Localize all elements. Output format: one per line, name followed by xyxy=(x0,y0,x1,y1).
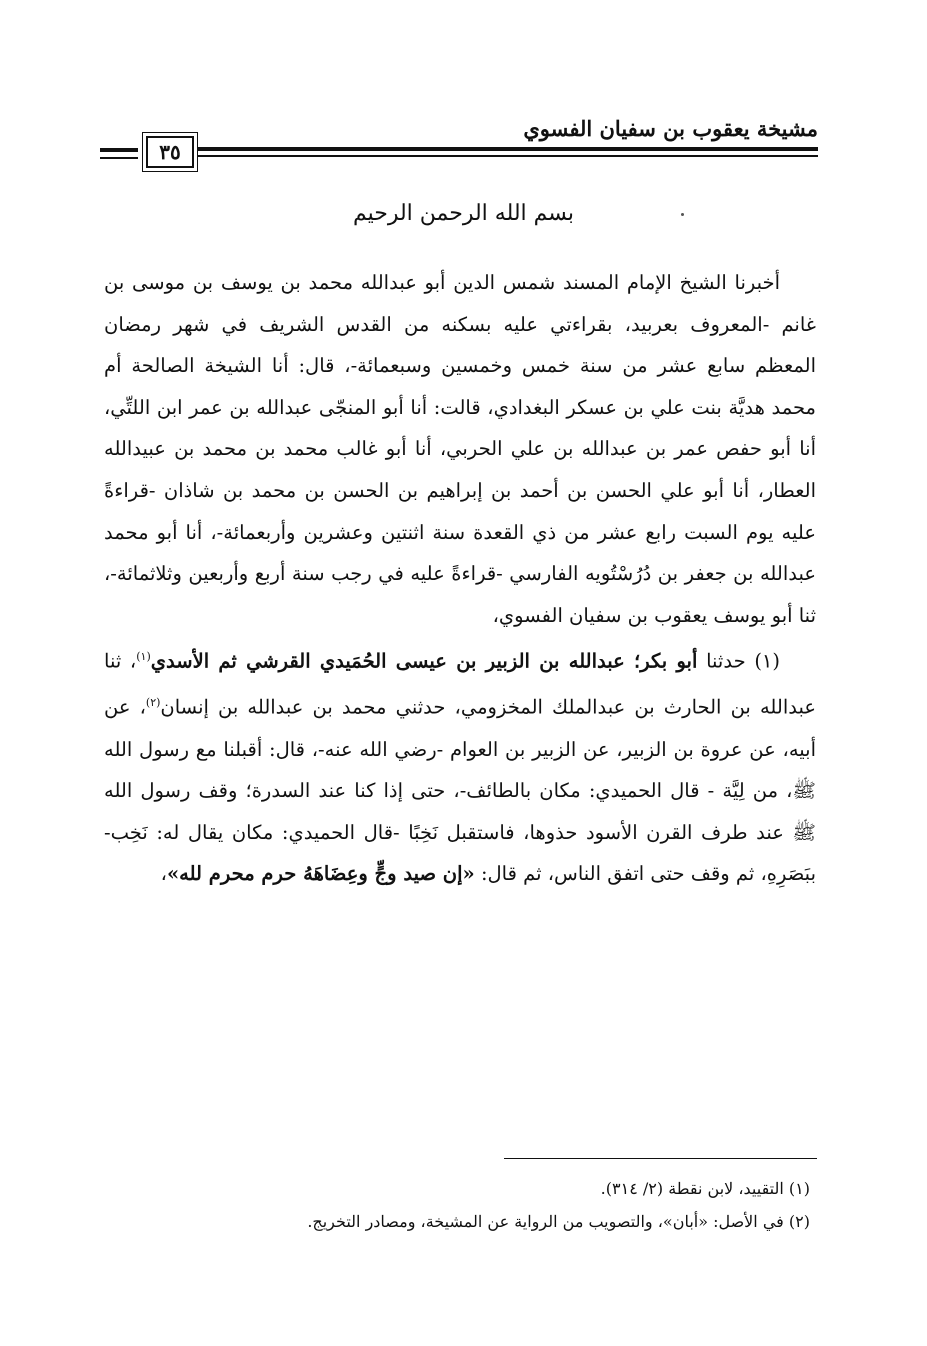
page-header xyxy=(100,112,818,164)
left-ornament-rule-thin xyxy=(100,157,138,159)
book-title: مشيخة يعقوب بن سفيان الفسوي xyxy=(523,116,818,141)
footnote-2: (٢) في الأصل: «أبان»، والتصويب من الرواية عن المشيخة، ومصادر التخريج. xyxy=(307,1212,810,1231)
hadith-number: (١) xyxy=(754,649,781,673)
header-rule-thin xyxy=(198,155,818,157)
footnote-ref-1: (١) xyxy=(136,650,151,664)
main-text xyxy=(104,262,816,895)
header-rule xyxy=(198,147,818,151)
hadith-narrator: أبو بكر؛ عبدالله بن الزبير بن عيسى الحُمَيدي القرشي ثم الأسدي xyxy=(150,649,698,673)
hadith-opening: حدثنا xyxy=(706,649,746,673)
bismillah-heading: بسم الله الرحمن الرحيم xyxy=(352,201,575,226)
left-ornament-rule xyxy=(100,148,138,152)
hadith-paragraph: (١) حدثنا أبو بكر؛ عبدالله بن الزبير بن عيسى الحُمَيدي القرشي ثم الأسدي$^{(١)}$، ثنا عبدالله بن الحارث بن عبدالملك المخزومي، حدثني محمد بن عبدالله بن إنسان$^{(٢)}$، عن أبيه، عن عروة بن الزبير، عن الزبير بن العوام -رضي الله عنه-، قال: أقبلنا مع رسول الله ﷺ، من لِيَّة - قال الحميدي: مكان بالطائف-، حتى إذا كنا عند السدرة؛ وقف رسول الله ﷺ عند طرف القرن الأسود حذوها، فاستقبل نَخِبًا -قال الحميدي: مكان يقال له: نَخِب- ببَصَرِهِ، ثم وقف حتى اتفق الناس، ثم قال: «إن صيد وجٍّ وعِضَاهَهُ حرم محرم لله»، xyxy=(104,649,816,886)
hadith-quote: «إن صيد وجٍّ وعِضَاهَهُ حرم محرم لله» xyxy=(166,862,475,886)
intro-paragraph: أخبرنا الشيخ الإمام المسند شمس الدين أبو عبدالله محمد بن يوسف بن موسى بن غانم -المعروف بعربيد، بقراءتي عليه بسكنه من القدس الشريف في شهر رمضان المعظم سابع عشر من سنة خمس وخمسين وسبعمائة-، قال: أنا الشيخة الصالحة أم محمد هديَّة بنت علي بن عسكر البغدادي، قالت: أنا أبو المنجّى عبدالله بن عمر ابن اللتِّي، أنا أبو حفص عمر بن عبدالله بن علي الحربي، أنا أبو غالب محمد بن محمد بن عبيدالله العطار، أنا أبو علي الحسن بن أحمد بن إبراهيم بن الحسن بن محمد بن شاذان -قراءةً عليه يوم السبت رابع عشر من ذي القعدة سنة اثنتين وعشرين وأربعمائة-، أنا أبو محمد عبدالله بن جعفر بن دُرُسْتُويه الفارسي -قراءةً عليه في رجب سنة أربع وأربعين وثلاثمائة-، ثنا أبو يوسف يعقوب بن سفيان الفسوي، xyxy=(104,271,816,627)
hadith-chain-b: ، عن أبيه، عن عروة بن الزبير، عن الزبير بن العوام -رضي الله عنه-، قال: أقبلنا مع رسول الله ﷺ، من لِيَّة - قال الحميدي: مكان بالطائف-، حتى إذا كنا عند السدرة؛ وقف رسول الله ﷺ عند طرف القرن الأسود حذوها، فاستقبل نَخِبًا -قال الحميدي: مكان يقال له: نَخِب- ببَصَرِهِ، ثم وقف حتى اتفق الناس، ثم قال: xyxy=(104,695,816,886)
hadith-chain-a: ، ثنا عبدالله بن الحارث بن عبدالملك المخزومي، حدثني محمد بن عبدالله بن إنسان xyxy=(104,649,816,719)
footnote-1: (١) التقييد، لابن نقطة (٢/ ٣١٤). xyxy=(600,1179,810,1198)
page-number: ٣٥ xyxy=(146,136,194,168)
footnote-ref-2: (٢) xyxy=(145,696,161,710)
footnotes xyxy=(104,1172,810,1238)
footnote-separator xyxy=(504,1158,817,1159)
